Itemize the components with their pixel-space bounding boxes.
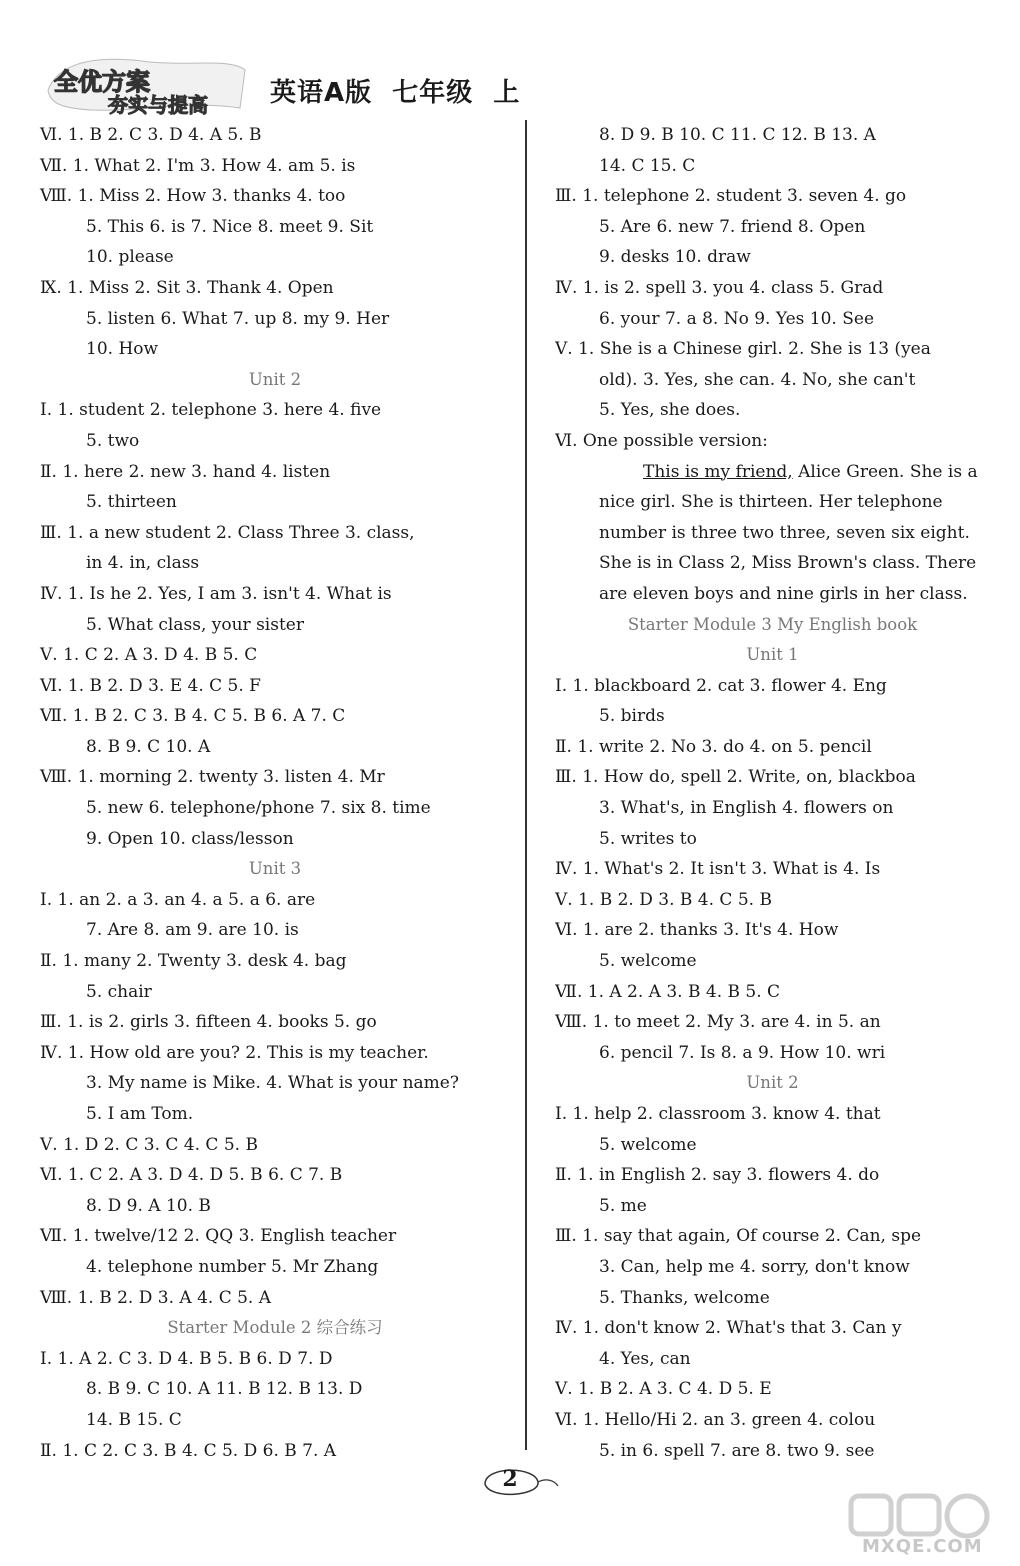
answer-line: Ⅷ. 1. morning 2. twenty 3. listen 4. Mr [40,767,385,788]
answer-line: Ⅵ. 1. B 2. D 3. E 4. C 5. F [40,675,261,696]
answer-line: in 4. in, class [86,553,200,574]
answer-line: Ⅱ. 1. C 2. C 3. B 4. C 5. D 6. B 7. A [40,1440,337,1461]
right-top-block [555,120,990,457]
answer-line: Ⅰ. 1. A 2. C 3. D 4. B 5. B 6. D 7. D [40,1348,333,1369]
answer-line: 5. Yes, she does. [599,400,741,421]
page-header [40,50,1000,120]
answer-line: Ⅰ. 1. an 2. a 3. an 4. a 5. a 6. are [40,889,316,910]
section-heading: Unit 2 [248,369,302,389]
answer-line: Ⅴ. 1. She is a Chinese girl. 2. She is 13 (yea [555,339,931,360]
answer-line: Ⅸ. 1. Miss 2. Sit 3. Thank 4. Open [40,277,334,298]
right-bottom-block [555,610,990,1467]
answer-line: 8. B 9. C 10. A 11. B 12. B 13. D [86,1379,363,1400]
answer-line: 5. Are 6. new 7. friend 8. Open [599,216,866,237]
answer-line: 8. D 9. A 10. B [86,1195,211,1216]
answer-line: Ⅰ. 1. blackboard 2. cat 3. flower 4. Eng [555,675,887,696]
brand-line2: 夯实与提高 [108,93,208,117]
answer-line: Ⅱ. 1. here 2. new 3. hand 4. listen [40,461,331,482]
answer-line: Ⅷ. 1. B 2. D 3. A 4. C 5. A [40,1287,272,1308]
answer-line: 5. thirteen [86,492,177,513]
answer-line: 5. welcome [599,951,697,972]
sample-rest: Alice Green. She is a nice girl. She is thirteen. Her telephone number is three two three, seven six eight. She is in Class 2, Miss Brown's class. There are eleven boys and nine girls in her class. [599,461,978,604]
answer-line: Ⅵ. One possible version: [555,430,768,451]
answer-line: 14. C 15. C [599,155,696,176]
answer-line: 5. listen 6. What 7. up 8. my 9. Her [86,308,390,329]
answer-line: 5. chair [86,981,152,1002]
answer-line: 7. Are 8. am 9. are 10. is [86,920,299,941]
answer-line: Ⅳ. 1. Is he 2. Yes, I am 3. isn't 4. What is [40,583,392,604]
answer-line: 10. please [86,247,174,268]
answer-line: Ⅵ. 1. are 2. thanks 3. It's 4. How [555,920,839,941]
answer-line: Ⅲ. 1. say that again, Of course 2. Can, spe [555,1226,922,1247]
answer-line: 5. two [86,430,140,451]
brand-logo [40,50,250,120]
page-title: 英语A版 七年级 上 [270,78,521,108]
answer-line: Ⅰ. 1. student 2. telephone 3. here 4. five [40,400,382,421]
answer-line: 8. D 9. B 10. C 11. C 12. B 13. A [599,125,876,145]
answer-line: 9. desks 10. draw [599,247,751,268]
page-number-badge [480,1456,560,1506]
answer-line: Ⅷ. 1. to meet 2. My 3. are 4. in 5. an [555,1012,881,1033]
answer-line: Ⅶ. 1. What 2. I'm 3. How 4. am 5. is [40,155,356,176]
answer-line: 4. Yes, can [599,1348,691,1369]
section-heading: Starter Module 3 My English book [627,614,918,634]
answer-line: 3. Can, help me 4. sorry, don't know [599,1256,910,1277]
answer-line: 8. B 9. C 10. A [86,736,211,757]
brand-logo-graphic [40,50,250,120]
answer-line: 5. me [599,1195,647,1216]
answer-line: 6. your 7. a 8. No 9. Yes 10. See [599,308,875,329]
answer-line: Ⅳ. 1. How old are you? 2. This is my teacher. [40,1042,429,1063]
sample-underlined: This is my friend, [643,461,793,482]
answer-line: Ⅷ. 1. Miss 2. How 3. thanks 4. too [40,186,346,207]
answer-line: Ⅲ. 1. is 2. girls 3. fifteen 4. books 5. go [40,1012,377,1033]
answer-line: 5. in 6. spell 7. are 8. two 9. see [599,1440,875,1461]
left-column [40,120,510,1466]
answer-line: 4. telephone number 5. Mr Zhang [86,1256,379,1277]
answer-line: 6. pencil 7. Is 8. a 9. How 10. wri [599,1042,886,1063]
answer-line: 3. What's, in English 4. flowers on [599,798,894,819]
answer-line: Ⅵ. 1. C 2. A 3. D 4. D 5. B 6. C 7. B [40,1165,343,1186]
answer-line: 3. My name is Mike. 4. What is your name? [86,1073,459,1094]
answer-line: Ⅲ. 1. How do, spell 2. Write, on, blackboa [555,767,916,788]
answer-line: Ⅱ. 1. write 2. No 3. do 4. on 5. pencil [555,736,872,757]
section-heading: Unit 3 [248,859,302,879]
answer-line: 5. birds [599,706,665,727]
page-number: 2 [502,1466,518,1492]
answer-line: 5. I am Tom. [86,1104,194,1124]
sample-paragraph [555,457,990,610]
answer-line: Ⅶ. 1. A 2. A 3. B 4. B 5. C [555,981,781,1002]
answer-line: Ⅳ. 1. don't know 2. What's that 3. Can y [555,1318,902,1339]
right-column [555,120,990,1466]
answer-line: 5. This 6. is 7. Nice 8. meet 9. Sit [86,216,374,237]
answer-line: Ⅱ. 1. in English 2. say 3. flowers 4. do [555,1165,880,1186]
answer-line: Ⅴ. 1. B 2. A 3. C 4. D 5. E [555,1379,772,1400]
section-heading: Starter Module 2 综合练习 [167,1318,383,1338]
answer-line: 5. What class, your sister [86,614,304,635]
answer-line: Ⅲ. 1. telephone 2. student 3. seven 4. go [555,186,907,207]
answer-line: Ⅰ. 1. help 2. classroom 3. know 4. that [555,1104,881,1124]
answer-line: 5. new 6. telephone/phone 7. six 8. time [86,798,431,819]
answer-line: 14. B 15. C [86,1409,182,1430]
answer-line: 5. Thanks, welcome [599,1287,770,1308]
answer-line: Ⅴ. 1. C 2. A 3. D 4. B 5. C [40,645,258,666]
answer-line: Ⅲ. 1. a new student 2. Class Three 3. class, [40,522,415,543]
column-divider [525,120,527,1450]
answer-line: 5. welcome [599,1134,697,1155]
section-heading: Unit 2 [746,1073,799,1093]
answer-line: Ⅱ. 1. many 2. Twenty 3. desk 4. bag [40,951,347,972]
answer-line: Ⅶ. 1. twelve/12 2. QQ 3. English teacher [40,1226,397,1247]
answer-line: 10. How [86,339,159,360]
answer-line: Ⅳ. 1. is 2. spell 3. you 4. class 5. Grad [555,277,884,298]
answer-line: Ⅵ. 1. Hello/Hi 2. an 3. green 4. colou [555,1409,876,1430]
answer-line: old). 3. Yes, she can. 4. No, she can't [599,369,916,390]
answer-line: Ⅴ. 1. D 2. C 3. C 4. C 5. B [40,1134,258,1155]
brand-line1: 全优方案 [54,68,150,96]
watermark-text: MXQE.COM [862,1536,983,1557]
answer-line: Ⅵ. 1. B 2. C 3. D 4. A 5. B [40,125,262,145]
answer-line: Ⅳ. 1. What's 2. It isn't 3. What is 4. Is [555,859,881,880]
section-heading: Unit 1 [746,645,799,665]
answer-line: 9. Open 10. class/lesson [86,828,294,849]
answer-line: Ⅴ. 1. B 2. D 3. B 4. C 5. B [555,889,772,910]
answer-line: 5. writes to [599,828,697,849]
answer-line: Ⅶ. 1. B 2. C 3. B 4. C 5. B 6. A 7. C [40,706,346,727]
